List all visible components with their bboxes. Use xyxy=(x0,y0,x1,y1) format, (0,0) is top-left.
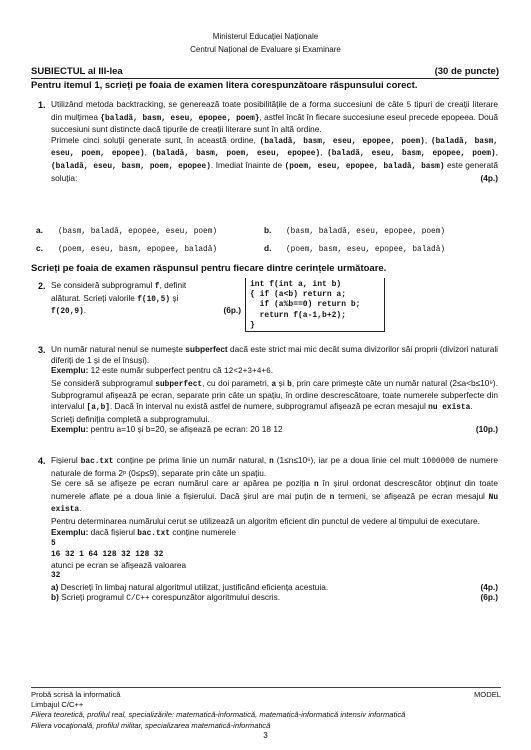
section-points: (30 de puncte) xyxy=(434,66,499,77)
document-header xyxy=(0,30,531,56)
item1-sol5: (baladă, eseu, basm, poem, epopee) xyxy=(51,162,211,171)
item2-code: int f(int a, int b) { if (a<b) return a; if (a%b==0) return b; return f(a-1,b+2); } xyxy=(245,278,385,332)
section-name: SUBIECTUL al III-lea xyxy=(31,66,123,77)
footer-model: MODEL xyxy=(473,690,501,699)
instruction-items: Scrieți pe foaia de examen răspunsul pentru fiecare dintre cerințele următoare. xyxy=(31,263,387,274)
item1-text-c: tipuri de creații literare din mulțimea xyxy=(51,99,498,122)
footer-divider xyxy=(31,687,501,688)
item3-points: (10p.) xyxy=(475,424,498,435)
item4-result: 32 xyxy=(51,571,61,580)
item1-sol3: (baladă, basm, poem, eseu, epopee) xyxy=(151,150,321,159)
item1-points: (4p.) xyxy=(480,172,498,183)
item1-text-a: Utilizând metoda backtracking, se generează toate posibilitățile de a forma succesiuni de câte xyxy=(51,99,404,109)
section-title xyxy=(31,66,499,79)
item1-option-b: b. (basm, baladă, eseu, epopee, poem) xyxy=(264,225,446,236)
item4-data-line1: 5 xyxy=(51,540,56,549)
item1-before: (poem, eseu, epopee, baladă, basm) xyxy=(284,162,445,171)
item2-points: (6p.) xyxy=(223,305,241,316)
footer-profile1: Filiera teoretică, profilul real, specializările: matematică-informatică, matematică-informatică intensiv informatică xyxy=(31,710,406,720)
item4-data-line2: 16 32 1 64 128 32 128 32 xyxy=(51,550,164,559)
item1-text-g: este generată soluția: xyxy=(51,159,498,183)
page-number: 3 xyxy=(263,731,268,740)
instruction-item1: Pentru itemul 1, scrieți pe foaia de examen litera corespunzătoare răspunsului corect. xyxy=(31,80,418,91)
footer-exam: Probă scrisă la informatică xyxy=(31,690,121,699)
item1-body: Utilizând metoda backtracking, se generează toate posibilitățile de a forma succesiuni de câte 5 tipuri de creații literare din mulțimea {baladă, basm, eseu, epopee, poem}, astfel încât în fiecare succesiune eseul precede epopeea. Două succesiuni sunt distincte dacă tipurile de creații literare sunt în altă ordine. Primele cinci soluții generate sunt, în această ordine, (baladă, basm, eseu, epopee, poem), (baladă, basm, eseu, poem, epopee), (baladă, basm, poem, eseu, epopee), (baladă, eseu, basm, epopee, poem), (baladă, eseu, basm, poem, epopee). Imediat înainte de (poem, eseu, epopee, baladă, basm) este generată soluția: (4p.) xyxy=(51,99,498,183)
item1-option-a: a. (basm, baladă, epopee, eseu, poem) xyxy=(36,225,218,236)
item3-number: 3. xyxy=(38,345,46,355)
item1-sol4: (baladă, eseu, basm, epopee, poem) xyxy=(327,150,496,159)
item2-number: 2. xyxy=(38,281,46,291)
center-name: Centrul Național de Evaluare și Examinare xyxy=(190,45,341,54)
item1-text-e: Primele cinci soluții generate sunt, în această ordine, xyxy=(51,134,256,145)
ministry-name: Ministerul Educației Naționale xyxy=(212,32,319,41)
item1-sol1: (baladă, basm, eseu, epopee, poem) xyxy=(259,137,425,146)
item4a-points: (4p.) xyxy=(480,581,498,592)
footer-profile2: Filiera vocațională, profilul militar, specializarea matematică-informatică xyxy=(31,720,271,730)
item1-sol2: (baladă, basm, eseu, poem, epopee) xyxy=(51,137,498,159)
item3-body: Un număr natural nenul se numește subperfect dacă este strict mai mic decât suma divizorilor săi proprii (divizori naturali diferiți de 1 și de el însuși). Exemplu: 12 este număr subperfect pentru că 12<2+3+4+6. Se consideră subprogramul subperfect, cu doi parametri, a și b, prin care primește câte un număr natural (2≤a<b≤10⁹). Subprogramul afișează pe ecran, separate prin câte un spațiu, în ordine descrescătoare, toate numerele subperfecte din intervalul [a,b]. Dacă în interval nu există astfel de numere, subprogramul afișează pe ecran mesajul nu exista. Scrieți definiția completă a subprogramului. Exemplu: pentru a=10 și b=20, se afișează pe ecran: 20 18 12 (10p.) xyxy=(51,344,499,435)
item1-option-d: d. (poem, basm, eseu, epopee, baladă) xyxy=(264,243,446,254)
footer-language: Limbajul C/C++ xyxy=(31,700,84,710)
footer xyxy=(31,690,501,731)
item2-body: Se consideră subprogramul f, definit alăturat. Scrieți valorile f(10,5) și f(20,9). (6p.) xyxy=(51,280,241,317)
item4-number: 4. xyxy=(38,456,46,466)
item4-body: Fișierul bac.txt conține pe prima linie un număr natural, n (1≤n≤10⁶), iar pe a doua linie cel mult 1000000 de numere naturale de forma 2ᵖ (0≤p≤9), separate prin câte un spațiu. Se cere să se afișeze pe ecran numărul care ar apărea pe poziția n în șirul ordonat descrescător obținut din toate numerele aflate pe a doua linie a fișierului. Dacă șirul are mai puțin de n termeni, se afișează pe ecran mesajul Nu exista. Pentru determinarea numărului cerut se utilizează un algoritm eficient din punctul de vedere al timpului de executare. Exemplu: dacă fișierul bac.txt conține numerele 5 16 32 1 64 128 32 128 32 atunci pe ecran se afișează valoarea 32 a) Descrieți în limbaj natural algoritmul utilizat, justificând eficiența acestuia. (4p.) b) Scrieți programul C/C++ corespunzător algoritmului descris. (6p.) xyxy=(51,455,498,604)
item1-option-c: c. (poem, eseu, basm, epopee, baladă) xyxy=(36,243,218,254)
item1-number: 1. xyxy=(38,100,46,110)
item1-text-d: , astfel încât în fiecare succesiune eseul precede epopeea. Două succesiuni sunt distincte dacă tipurile de creații literare sunt în altă ordine. xyxy=(51,111,498,135)
item1-text-f: . Imediat înainte de xyxy=(210,159,283,170)
item1-set: {baladă, basm, eseu, epopee, poem} xyxy=(100,114,260,123)
item1-count: 5 xyxy=(406,102,412,110)
item4b-points: (6p.) xyxy=(480,592,498,603)
